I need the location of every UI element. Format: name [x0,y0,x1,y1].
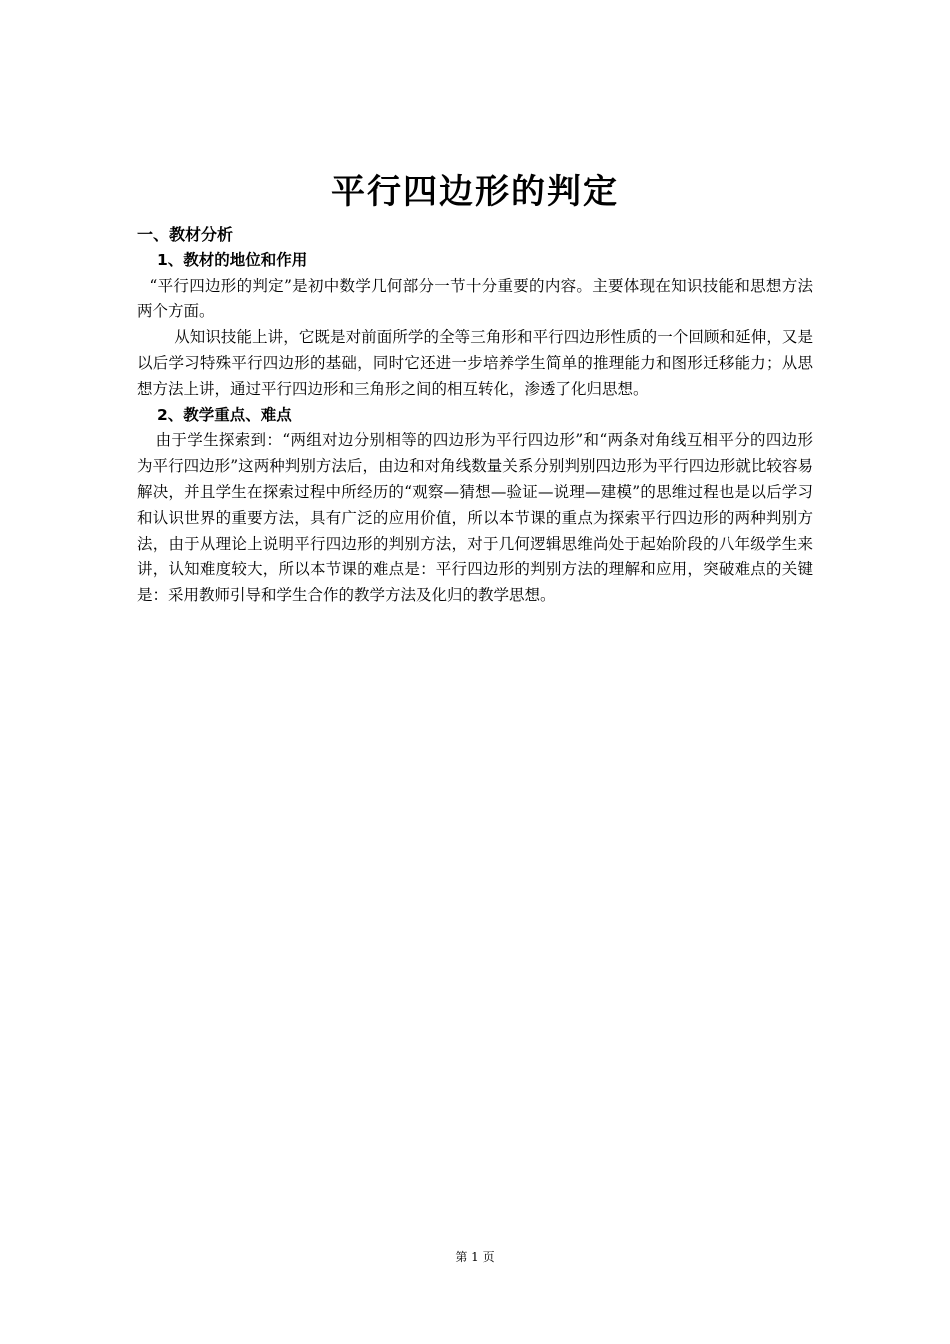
subsection-heading-key-points: 2、教学重点、难点 [157,405,292,424]
section-heading-materials: 一、教材分析 [137,225,234,244]
subsection-heading-role: 1、教材的地位和作用 [157,250,308,269]
document-title: 平行四边形的判定 [331,172,619,212]
page-number: 第 1 页 [455,1250,495,1264]
paragraph-key-difficult-points: 由于学生探索到：“两组对边分别相等的四边形为平行四边形”和“两条对角线互相平分的四边形为平行四边形”这两种判别方法后，由边和对角线数量关系分别判别四边形为平行四边形就比较容易解决，并且学生在探索过程中所经历的“观察—猜想—验证—说理—建模”的思维过程也是以后学习和认识世界的重要方法，具有广泛的应用价值，所以本节课的重点为探索平行四边形的两种判别方法，由于从理论上说明平行四边形的判别方法，对于几何逻辑思维尚处于起始阶段的八年级学生来讲，认知难度较大，所以本节课的难点是：平行四边形的判别方法的理解和应用，突破难点的关键是：采用教师引导和学生合作的教学方法及化归的教学思想。 [137,431,813,605]
document-body [137,222,813,609]
paragraph-knowledge-skills: 从知识技能上讲，它既是对前面所学的全等三角形和平行四边形性质的一个回顾和延伸，又是以后学习特殊平行四边形的基础，同时它还进一步培养学生简单的推理能力和图形迁移能力；从思想方法上讲，通过平行四边形和三角形之间的相互转化，渗透了化归思想。 [137,328,813,398]
paragraph-intro: “平行四边形的判定”是初中数学几何部分一节十分重要的内容。主要体现在知识技能和思想方法两个方面。 [137,276,813,321]
